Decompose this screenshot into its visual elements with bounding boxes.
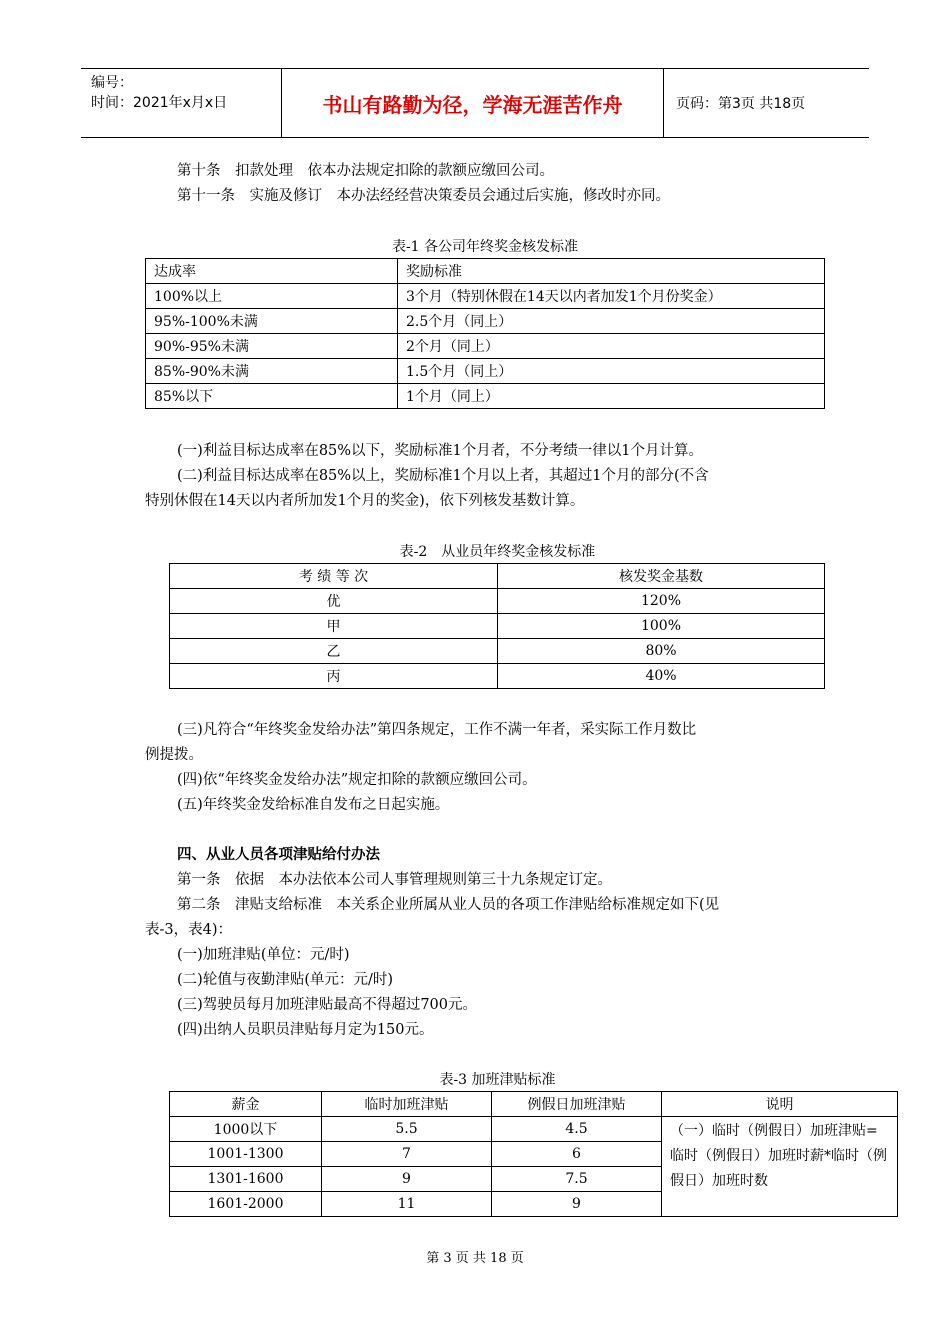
table-row — [146, 334, 825, 359]
table-header-cell: 薪金 — [170, 1092, 322, 1117]
page-footer: 第 3 页 共 18 页 — [426, 1251, 524, 1266]
table-header-row — [146, 259, 825, 284]
table-cell: 甲 — [170, 614, 498, 639]
table-cell: 2个月（同上） — [398, 334, 825, 359]
table-cell: 85%-90%未满 — [146, 359, 398, 384]
paragraph: (三)驾驶员每月加班津贴最高不得超过700元。 — [177, 997, 477, 1013]
header-number: 编号： — [91, 75, 133, 91]
table-cell: 95%-100%未满 — [146, 309, 398, 334]
paragraph: 特别休假在14天以内者所加发1个月的奖金)，依下列核发基数计算。 — [145, 493, 585, 509]
header-motto: 书山有路勤为径，学海无涯苦作舟 — [282, 69, 664, 137]
paragraph: (一)加班津贴(单位：元/时) — [177, 947, 350, 963]
table-cell: 1301-1600 — [170, 1167, 322, 1192]
table-header-cell: 临时加班津贴 — [322, 1092, 492, 1117]
paragraph: 表-3，表4)： — [145, 922, 233, 938]
table2-caption: 表-2 从业员年终奖金核发标准 — [399, 544, 596, 560]
table3-note: （一）临时（例假日）加班津贴=临时（例假日）加班时薪*临时（例假日）加班时数 — [662, 1117, 898, 1217]
table-header-cell: 达成率 — [146, 259, 398, 284]
paragraph: (一)利益目标达成率在85%以下，奖励标准1个月者，不分考绩一律以1个月计算。 — [177, 443, 703, 459]
table-row — [146, 384, 825, 409]
table-row — [170, 639, 825, 664]
table-cell: 4.5 — [492, 1117, 662, 1142]
page-header — [81, 68, 869, 138]
table-cell: 80% — [498, 639, 825, 664]
table2 — [169, 563, 825, 689]
paragraph: (四)出纳人员职员津贴每月定为150元。 — [177, 1022, 434, 1038]
table-row — [146, 284, 825, 309]
table-row — [146, 359, 825, 384]
table-cell: 1.5个月（同上） — [398, 359, 825, 384]
table-cell: 3个月（特别休假在14天以内者加发1个月份奖金） — [398, 284, 825, 309]
table3 — [169, 1091, 898, 1217]
paragraph: 例提拨。 — [145, 747, 203, 763]
paragraph: (五)年终奖金发给标准自发布之日起实施。 — [177, 797, 450, 813]
table-cell: 85%以下 — [146, 384, 398, 409]
table-cell: 9 — [492, 1192, 662, 1217]
table-cell: 1601-2000 — [170, 1192, 322, 1217]
table-cell: 1个月（同上） — [398, 384, 825, 409]
table-header-cell: 说明 — [662, 1092, 898, 1117]
paragraph: 第十一条 实施及修订 本办法经经营决策委员会通过后实施，修改时亦同。 — [177, 188, 670, 204]
paragraph: (三)凡符合“年终奖金发给办法”第四条规定，工作不满一年者，采实际工作月数比 — [177, 722, 697, 738]
table-header-row — [170, 1092, 898, 1117]
table-row — [146, 309, 825, 334]
table-header-cell: 例假日加班津贴 — [492, 1092, 662, 1117]
paragraph: (四)依“年终奖金发给办法”规定扣除的款额应缴回公司。 — [177, 772, 537, 788]
table-cell: 1000以下 — [170, 1117, 322, 1142]
section-title: 四、从业人员各项津贴给付办法 — [177, 847, 380, 863]
table-header-row — [170, 564, 825, 589]
paragraph: 第一条 依据 本办法依本公司人事管理规则第三十九条规定订定。 — [177, 872, 612, 888]
table-header-cell: 核发奖金基数 — [498, 564, 825, 589]
table-cell: 7.5 — [492, 1167, 662, 1192]
table-cell: 5.5 — [322, 1117, 492, 1142]
table-cell: 2.5个月（同上） — [398, 309, 825, 334]
table-row — [170, 589, 825, 614]
table-cell: 优 — [170, 589, 498, 614]
table-cell: 乙 — [170, 639, 498, 664]
table-cell: 1001-1300 — [170, 1142, 322, 1167]
table-row — [170, 1117, 898, 1142]
paragraph: 第十条 扣款处理 依本办法规定扣除的款额应缴回公司。 — [177, 163, 554, 179]
table3-caption: 表-3 加班津贴标准 — [439, 1072, 556, 1088]
table-cell: 100%以上 — [146, 284, 398, 309]
header-page-info: 页码：第3页 共18页 — [676, 96, 806, 112]
table1 — [145, 258, 825, 409]
table-cell: 9 — [322, 1167, 492, 1192]
paragraph: (二)轮值与夜勤津贴(单元：元/时) — [177, 972, 394, 988]
paragraph: 第二条 津贴支给标准 本关系企业所属从业人员的各项工作津贴给标准规定如下(见 — [177, 897, 720, 913]
table1-caption: 表-1 各公司年终奖金核发标准 — [391, 239, 579, 255]
paragraph: (二)利益目标达成率在85%以上，奖励标准1个月以上者，其超过1个月的部分(不含 — [177, 468, 709, 484]
table-row — [170, 614, 825, 639]
table-cell: 40% — [498, 664, 825, 689]
table-cell: 7 — [322, 1142, 492, 1167]
table-cell: 丙 — [170, 664, 498, 689]
table-cell: 6 — [492, 1142, 662, 1167]
table-cell: 120% — [498, 589, 825, 614]
table-cell: 11 — [322, 1192, 492, 1217]
header-meta — [81, 69, 282, 137]
header-time: 时间：2021年x月x日 — [91, 95, 228, 111]
table-cell: 100% — [498, 614, 825, 639]
table-row — [170, 664, 825, 689]
table-cell: 90%-95%未满 — [146, 334, 398, 359]
table-header-cell: 奖励标准 — [398, 259, 825, 284]
table-header-cell: 考 绩 等 次 — [170, 564, 498, 589]
